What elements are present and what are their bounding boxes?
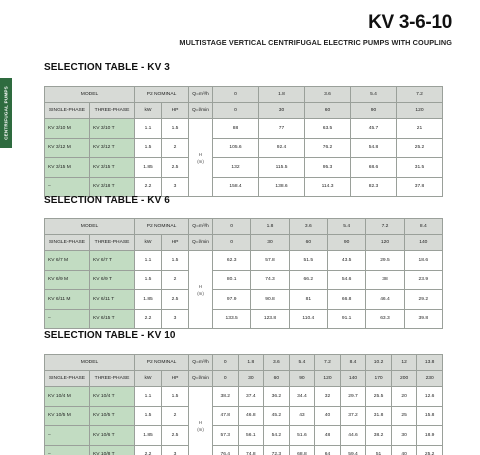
head-symbol: H <box>198 151 203 157</box>
head-value: 77 <box>259 119 305 139</box>
q-lmin-value: 0 <box>213 103 259 119</box>
three-phase-model: KV 10/4 T <box>90 387 135 407</box>
head-value: 158.4 <box>213 177 259 197</box>
power-kw: 1.85 <box>135 426 162 446</box>
head-value: 63.5 <box>305 119 351 139</box>
section-title: SELECTION TABLE - KV 10 <box>44 330 176 341</box>
q-m3h-value: 10.2 <box>366 355 392 371</box>
head-value: 25 <box>391 406 417 426</box>
q-lmin-value: 230 <box>417 371 443 387</box>
head-value: 97.9 <box>213 290 251 310</box>
q-m3h-value: 13.8 <box>417 355 443 371</box>
single-phase-model: KV 6/11 M <box>45 290 90 310</box>
power-kw: 1.5 <box>135 138 162 158</box>
q-m3h-value: 3.6 <box>305 87 351 103</box>
head-value: 76.4 <box>213 445 239 455</box>
q-m3h-value: 5.4 <box>327 219 365 235</box>
q-m3h-value: 7.2 <box>315 355 341 371</box>
three-phase-model: KV 3/12 T <box>90 138 135 158</box>
power-kw: 2.2 <box>135 309 162 329</box>
head-value: 68.8 <box>289 445 315 455</box>
q-lmin-value: 0 <box>213 235 251 251</box>
head-symbol: H <box>198 283 203 289</box>
q-m3h-label: Q=m³/h <box>189 355 213 371</box>
head-value: 32 <box>315 387 341 407</box>
hp-header: HP <box>162 103 189 119</box>
head-value: 74.3 <box>251 270 289 290</box>
head-value: 110.4 <box>289 309 327 329</box>
q-m3h-value: 0 <box>213 219 251 235</box>
head-value: 31.5 <box>397 158 443 178</box>
three-phase-model: KV 10/5 T <box>90 406 135 426</box>
head-value: 36.2 <box>264 387 290 407</box>
table-row <box>45 177 443 197</box>
power-hp: 2 <box>162 406 189 426</box>
q-lmin-value: 60 <box>305 103 351 119</box>
head-value: 92.4 <box>259 138 305 158</box>
head-value: 54.8 <box>351 138 397 158</box>
q-lmin-value: 60 <box>264 371 290 387</box>
head-value: 74.8 <box>238 445 264 455</box>
head-value: 114.3 <box>305 177 351 197</box>
head-value: 21 <box>397 119 443 139</box>
power-kw: 1.85 <box>135 158 162 178</box>
head-value: 105.6 <box>213 138 259 158</box>
q-lmin-value: 90 <box>351 103 397 119</box>
q-lmin-value: 30 <box>259 103 305 119</box>
power-hp: 1.5 <box>162 119 189 139</box>
head-value: 64 <box>315 445 341 455</box>
model-header: MODEL <box>45 87 135 103</box>
q-m3h-value: 7.2 <box>397 87 443 103</box>
head-value: 115.5 <box>259 158 305 178</box>
single-phase-model: KV 3/15 M <box>45 158 90 178</box>
q-lmin-label: Q=l/min <box>189 103 213 119</box>
head-value: 47.8 <box>213 406 239 426</box>
head-value: 48 <box>315 426 341 446</box>
head-value: 40 <box>315 406 341 426</box>
table-row <box>45 251 443 271</box>
single-phase-model: – <box>45 177 90 197</box>
q-lmin-value: 140 <box>404 235 442 251</box>
head-value: 51 <box>366 445 392 455</box>
head-unit-label: (m) <box>197 290 204 296</box>
head-value: 38.2 <box>213 387 239 407</box>
power-hp: 2.5 <box>162 290 189 310</box>
single-phase-model: KV 6/7 M <box>45 251 90 271</box>
head-value: 95.3 <box>305 158 351 178</box>
q-lmin-value: 120 <box>366 235 404 251</box>
power-hp: 3 <box>162 445 189 455</box>
power-kw: 1.1 <box>135 119 162 139</box>
head-value: 29.5 <box>366 251 404 271</box>
head-symbol: H <box>198 419 203 425</box>
head-value: 123.8 <box>251 309 289 329</box>
head-value: 76.2 <box>305 138 351 158</box>
section-title: SELECTION TABLE - KV 3 <box>44 62 170 73</box>
head-value: 82.3 <box>351 177 397 197</box>
head-value: 66.8 <box>327 290 365 310</box>
q-m3h-value: 8.4 <box>404 219 442 235</box>
head-value: 56.1 <box>238 426 264 446</box>
q-m3h-value: 12 <box>391 355 417 371</box>
power-hp: 2 <box>162 270 189 290</box>
three-phase-model: KV 6/7 T <box>90 251 135 271</box>
model-header: MODEL <box>45 219 135 235</box>
kw-header: kW <box>135 235 162 251</box>
head-value: 46.4 <box>366 290 404 310</box>
table-row <box>45 387 443 407</box>
power-kw: 1.5 <box>135 406 162 426</box>
single-phase-model: KV 3/10 M <box>45 119 90 139</box>
selection-table <box>44 218 443 329</box>
head-value: 37.4 <box>238 387 264 407</box>
power-hp: 2 <box>162 138 189 158</box>
head-value: 37.8 <box>397 177 443 197</box>
table-row <box>45 270 443 290</box>
head-value: 29.2 <box>404 290 442 310</box>
power-hp: 2.5 <box>162 158 189 178</box>
power-kw: 1.85 <box>135 290 162 310</box>
q-lmin-value: 30 <box>251 235 289 251</box>
q-m3h-value: 0 <box>213 355 239 371</box>
selection-table <box>44 86 443 197</box>
q-lmin-value: 140 <box>340 371 366 387</box>
head-value: 37.2 <box>340 406 366 426</box>
power-kw: 2.2 <box>135 177 162 197</box>
power-kw: 1.1 <box>135 387 162 407</box>
head-value: 138.6 <box>259 177 305 197</box>
q-lmin-label: Q=l/min <box>189 371 213 387</box>
power-kw: 1.5 <box>135 270 162 290</box>
single-phase-model: – <box>45 426 90 446</box>
head-value: 25.2 <box>397 138 443 158</box>
head-value: 25.2 <box>417 445 443 455</box>
head-value: 66.2 <box>289 270 327 290</box>
table-row <box>45 406 443 426</box>
q-m3h-value: 1.8 <box>238 355 264 371</box>
q-m3h-value: 1.8 <box>259 87 305 103</box>
p2-header: P2 NOMINAL <box>135 87 189 103</box>
table-row <box>45 309 443 329</box>
head-value: 91.1 <box>327 309 365 329</box>
head-value: 51.5 <box>289 251 327 271</box>
q-m3h-value: 0 <box>213 87 259 103</box>
q-m3h-value: 1.8 <box>251 219 289 235</box>
q-m3h-value: 3.6 <box>264 355 290 371</box>
q-lmin-value: 90 <box>327 235 365 251</box>
head-value: 38.2 <box>366 426 392 446</box>
head-value: 90.8 <box>251 290 289 310</box>
single-phase-model: KV 6/9 M <box>45 270 90 290</box>
head-value: 57.3 <box>213 426 239 446</box>
single-phase-header: SINGLE-PHASE <box>45 235 90 251</box>
head-value: 54.6 <box>327 270 365 290</box>
table-row <box>45 426 443 446</box>
three-phase-model: KV 6/9 T <box>90 270 135 290</box>
head-value: 23.9 <box>404 270 442 290</box>
table-row <box>45 445 443 455</box>
head-unit-label: (m) <box>197 426 204 432</box>
q-lmin-value: 60 <box>289 235 327 251</box>
q-m3h-value: 8.4 <box>340 355 366 371</box>
table-row <box>45 119 443 139</box>
single-phase-model: KV 10/4 M <box>45 387 90 407</box>
q-lmin-value: 120 <box>315 371 341 387</box>
head-value: 63.3 <box>366 309 404 329</box>
q-lmin-label: Q=l/min <box>189 235 213 251</box>
selection-table <box>44 354 443 455</box>
hp-header: HP <box>162 235 189 251</box>
head-value: 45.7 <box>351 119 397 139</box>
kw-header: kW <box>135 371 162 387</box>
head-value: 43.5 <box>327 251 365 271</box>
three-phase-model: KV 3/15 T <box>90 158 135 178</box>
head-value: 25.5 <box>366 387 392 407</box>
q-lmin-value: 0 <box>213 371 239 387</box>
p2-header: P2 NOMINAL <box>135 219 189 235</box>
head-value: 12.6 <box>417 387 443 407</box>
power-kw: 1.1 <box>135 251 162 271</box>
head-value: 18.9 <box>417 426 443 446</box>
head-value: 57.8 <box>251 251 289 271</box>
head-value: 39.8 <box>404 309 442 329</box>
head-value: 30 <box>391 426 417 446</box>
single-phase-model: – <box>45 445 90 455</box>
head-value: 59.4 <box>340 445 366 455</box>
q-m3h-value: 5.4 <box>351 87 397 103</box>
head-value: 68.6 <box>351 158 397 178</box>
q-lmin-value: 30 <box>238 371 264 387</box>
q-m3h-label: Q=m³/h <box>189 219 213 235</box>
head-value: 31.8 <box>366 406 392 426</box>
p2-header: P2 NOMINAL <box>135 355 189 371</box>
three-phase-model: KV 6/11 T <box>90 290 135 310</box>
power-hp: 1.5 <box>162 387 189 407</box>
q-lmin-value: 200 <box>391 371 417 387</box>
head-value: 62.3 <box>213 251 251 271</box>
page-title: KV 3-6-10 <box>368 12 452 33</box>
head-unit-label: (m) <box>197 158 204 164</box>
head-unit <box>189 387 213 455</box>
table-row <box>45 138 443 158</box>
page-subtitle: MULTISTAGE VERTICAL CENTRIFUGAL ELECTRIC PUMPS WITH COUPLING <box>179 38 452 47</box>
single-phase-model: KV 10/5 M <box>45 406 90 426</box>
q-m3h-value: 3.6 <box>289 219 327 235</box>
single-phase-model: KV 3/12 M <box>45 138 90 158</box>
head-value: 29.7 <box>340 387 366 407</box>
head-value: 34.4 <box>289 387 315 407</box>
single-phase-header: SINGLE-PHASE <box>45 371 90 387</box>
section-title: SELECTION TABLE - KV 6 <box>44 195 170 206</box>
three-phase-model: KV 10/8 T <box>90 445 135 455</box>
head-value: 15.8 <box>417 406 443 426</box>
three-phase-model: KV 3/18 T <box>90 177 135 197</box>
head-value: 132 <box>213 158 259 178</box>
three-phase-header: THREE-PHASE <box>90 103 135 119</box>
head-value: 133.5 <box>213 309 251 329</box>
head-value: 18.6 <box>404 251 442 271</box>
head-value: 81 <box>289 290 327 310</box>
table-row <box>45 290 443 310</box>
hp-header: HP <box>162 371 189 387</box>
table-row <box>45 158 443 178</box>
head-value: 46.8 <box>238 406 264 426</box>
head-value: 43 <box>289 406 315 426</box>
power-hp: 3 <box>162 309 189 329</box>
q-lmin-value: 170 <box>366 371 392 387</box>
head-value: 72.3 <box>264 445 290 455</box>
q-lmin-value: 120 <box>397 103 443 119</box>
q-m3h-value: 7.2 <box>366 219 404 235</box>
q-m3h-label: Q=m³/h <box>189 87 213 103</box>
head-value: 54.2 <box>264 426 290 446</box>
q-lmin-value: 90 <box>289 371 315 387</box>
head-value: 88 <box>213 119 259 139</box>
head-value: 45.2 <box>264 406 290 426</box>
power-hp: 1.5 <box>162 251 189 271</box>
single-phase-header: SINGLE-PHASE <box>45 103 90 119</box>
power-kw: 2.2 <box>135 445 162 455</box>
model-header: MODEL <box>45 355 135 371</box>
head-value: 44.6 <box>340 426 366 446</box>
side-category-label: CENTRIFUGAL PUMPS <box>3 86 9 140</box>
head-unit <box>189 119 213 197</box>
head-value: 20 <box>391 387 417 407</box>
single-phase-model: – <box>45 309 90 329</box>
three-phase-header: THREE-PHASE <box>90 371 135 387</box>
head-value: 51.6 <box>289 426 315 446</box>
kw-header: kW <box>135 103 162 119</box>
three-phase-model: KV 10/6 T <box>90 426 135 446</box>
q-m3h-value: 5.4 <box>289 355 315 371</box>
power-hp: 2.5 <box>162 426 189 446</box>
head-value: 40 <box>391 445 417 455</box>
three-phase-model: KV 3/10 T <box>90 119 135 139</box>
three-phase-header: THREE-PHASE <box>90 235 135 251</box>
power-hp: 3 <box>162 177 189 197</box>
head-value: 80.1 <box>213 270 251 290</box>
three-phase-model: KV 6/15 T <box>90 309 135 329</box>
head-value: 38 <box>366 270 404 290</box>
head-unit <box>189 251 213 329</box>
side-category-tab <box>0 78 12 148</box>
